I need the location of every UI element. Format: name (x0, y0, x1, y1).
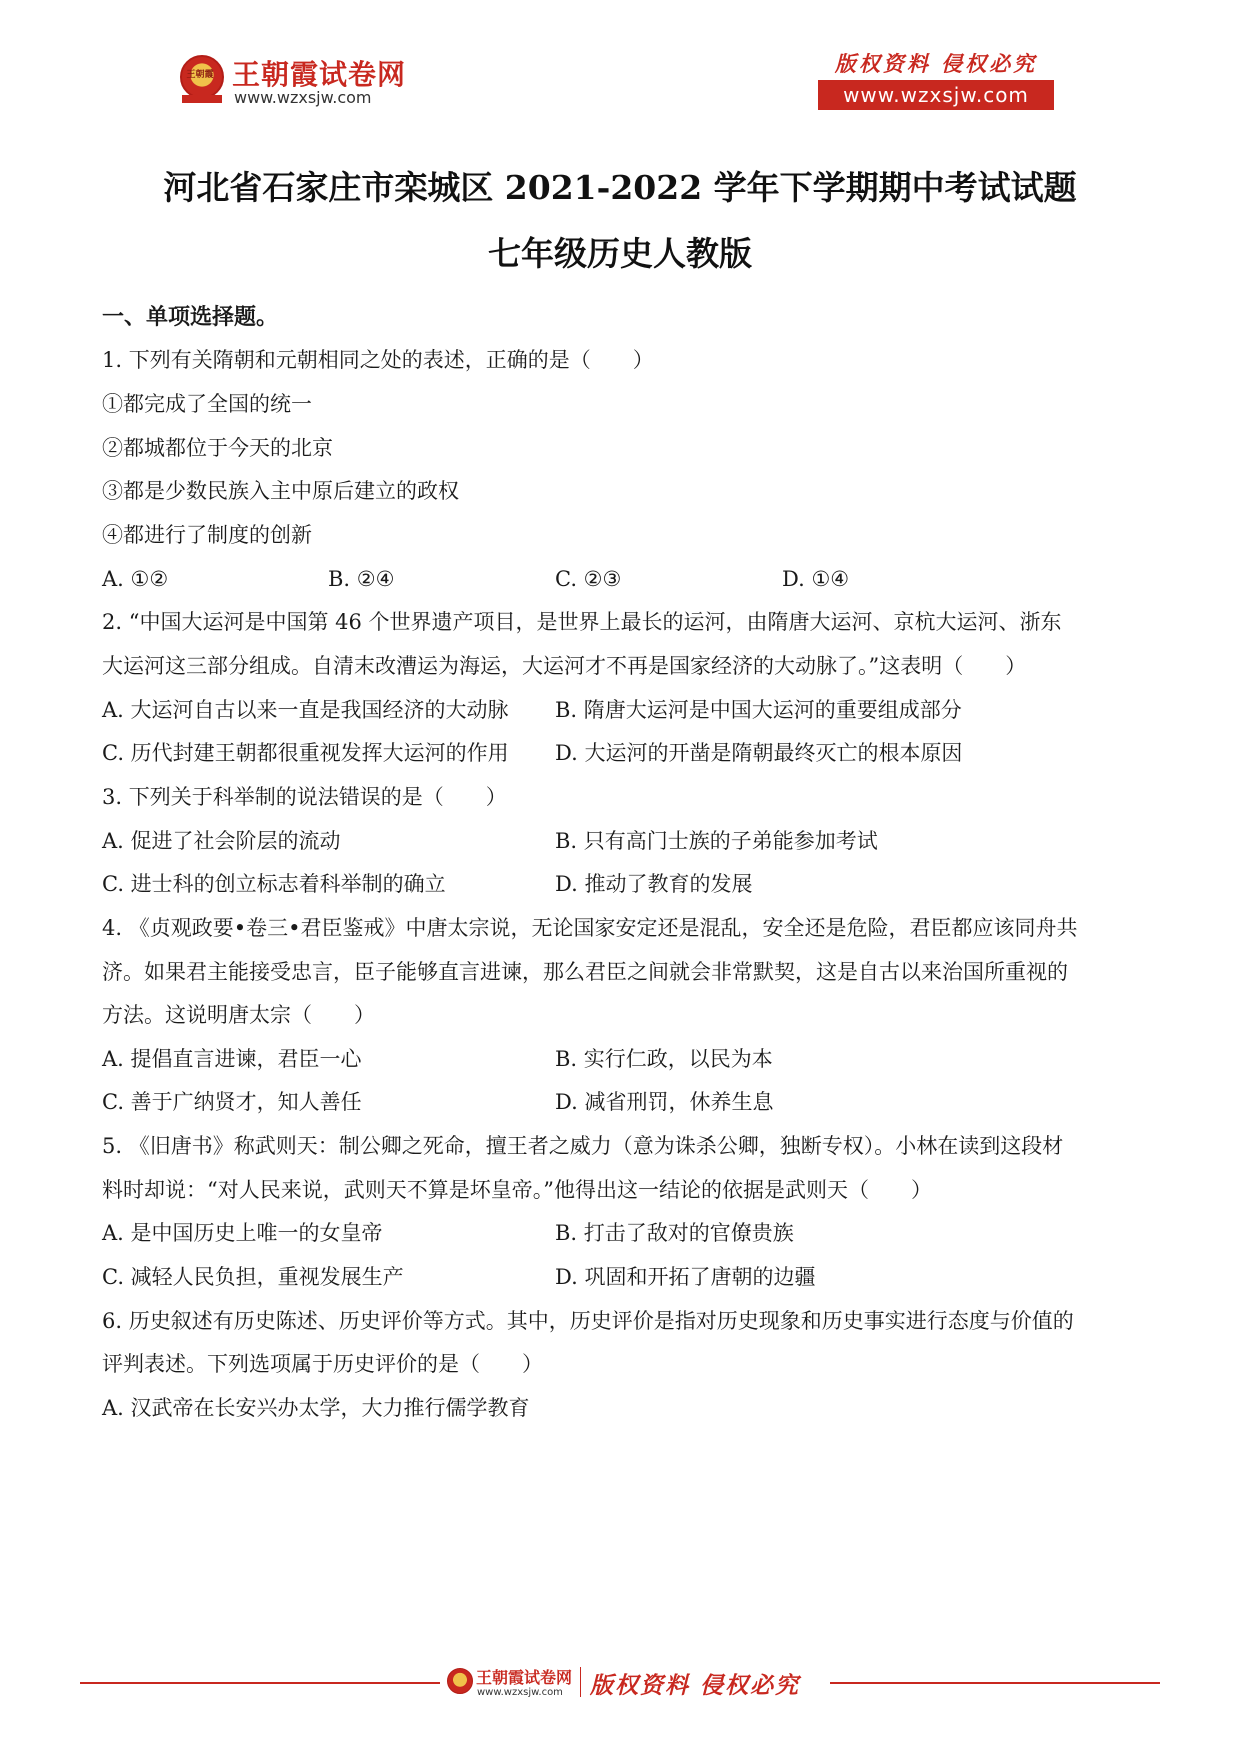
question-4-option-b: B. 实行仁政，以民为本 (555, 1047, 773, 1071)
question-3-option-b: B. 只有高门士族的子弟能参加考试 (555, 829, 878, 853)
question-4-text: 方法。这说明唐太宗（ ） (102, 1003, 375, 1027)
site-logo (180, 55, 580, 115)
brand-url[interactable]: www.wzxsjw.com (234, 88, 372, 107)
question-1-stem: ②都城都位于今天的北京 (102, 436, 333, 460)
question-1-stem: ④都进行了制度的创新 (102, 523, 312, 547)
question-1-stem: ①都完成了全国的统一 (102, 392, 312, 416)
question-3-text: 3. 下列关于科举制的说法错误的是（ ） (102, 785, 507, 809)
question-2-text: 大运河这三部分组成。自清末改漕运为海运，大运河才不再是国家经济的大动脉了。”这表明（ ） (102, 654, 1027, 678)
footer-copyright: 版权资料 侵权必究 (590, 1672, 801, 1699)
question-5-text: 料时却说：“对人民来说，武则天不算是坏皇帝。”他得出这一结论的依据是武则天（ ） (102, 1178, 932, 1202)
question-1-option-b: B. ②④ (328, 567, 395, 591)
question-5-text: 5. 《旧唐书》称武则天：制公卿之死命，擅王者之威力（意为诛杀公卿，独断专权）。小林在读到这段材 (102, 1134, 1064, 1158)
question-4-option-c: C. 善于广纳贤才，知人善任 (102, 1090, 362, 1114)
footer-url[interactable]: www.wzxsjw.com (477, 1687, 563, 1698)
question-5-option-d: D. 巩固和开拓了唐朝的边疆 (555, 1265, 816, 1289)
footer-divider-right (830, 1682, 1160, 1684)
question-3-option-c: C. 进士科的创立标志着科举制的确立 (102, 872, 446, 896)
copyright-block (818, 48, 1054, 112)
question-6-option-a: A. 汉武帝在长安兴办太学，大力推行儒学教育 (102, 1396, 530, 1420)
seal-text: 王朝霞 (186, 70, 214, 80)
question-5-option-a: A. 是中国历史上唯一的女皇帝 (102, 1221, 383, 1245)
question-3-option-a: A. 促进了社会阶层的流动 (102, 829, 341, 853)
question-2-option-a: A. 大运河自古以来一直是我国经济的大动脉 (102, 698, 509, 722)
page-subtitle: 七年级历史人教版 (488, 234, 752, 273)
section-heading: 一、单项选择题。 (102, 304, 279, 330)
question-4-text: 济。如果君主能接受忠言，臣子能够直言进谏，那么君臣之间就会非常默契，这是自古以来治国所重视的 (102, 960, 1068, 984)
question-1-option-c: C. ②③ (555, 567, 622, 591)
question-1-option-d: D. ①④ (782, 567, 850, 591)
brand-name: 王朝霞试卷网 (232, 58, 407, 91)
question-4-option-a: A. 提倡直言进谏，君臣一心 (102, 1047, 362, 1071)
question-2-text: 2. “中国大运河是中国第 46 个世界遗产项目，是世界上最长的运河，由隋唐大运河、京杭大运河、浙东 (102, 610, 1062, 634)
question-2-option-d: D. 大运河的开凿是隋朝最终灭亡的根本原因 (555, 741, 963, 765)
question-1-option-a: A. ①② (102, 567, 169, 591)
question-5-option-b: B. 打击了敌对的官僚贵族 (555, 1221, 794, 1245)
question-4-option-d: D. 减省刑罚，休养生息 (555, 1090, 774, 1114)
question-6-text: 评判表述。下列选项属于历史评价的是（ ） (102, 1352, 543, 1376)
question-2-option-c: C. 历代封建王朝都很重视发挥大运河的作用 (102, 741, 509, 765)
question-6-text: 6. 历史叙述有历史陈述、历史评价等方式。其中，历史评价是指对历史现象和历史事实进行态度与价值的 (102, 1309, 1074, 1333)
footer-seal-icon (447, 1668, 473, 1694)
question-1-stem: ③都是少数民族入主中原后建立的政权 (102, 479, 459, 503)
question-2-option-b: B. 隋唐大运河是中国大运河的重要组成部分 (555, 698, 962, 722)
ribbon-icon (182, 95, 222, 103)
footer-separator (580, 1667, 581, 1697)
footer-divider-left (80, 1682, 440, 1684)
question-1-text: 1. 下列有关隋朝和元朝相同之处的表述，正确的是（ ） (102, 348, 654, 372)
question-4-text: 4. 《贞观政要•卷三•君臣鉴戒》中唐太宗说，无论国家安定还是混乱，安全还是危险，君臣都应该同舟共 (102, 916, 1078, 940)
url-banner[interactable]: www.wzxsjw.com (818, 80, 1054, 110)
question-5-option-c: C. 减轻人民负担，重视发展生产 (102, 1265, 404, 1289)
page-title: 河北省石家庄市栾城区 2021-2022 学年下学期期中考试试题 (163, 168, 1077, 207)
footer-brand: 王朝霞试卷网 (476, 1668, 573, 1687)
question-3-option-d: D. 推动了教育的发展 (555, 872, 753, 896)
copyright-notice: 版权资料 侵权必究 (834, 51, 1038, 76)
